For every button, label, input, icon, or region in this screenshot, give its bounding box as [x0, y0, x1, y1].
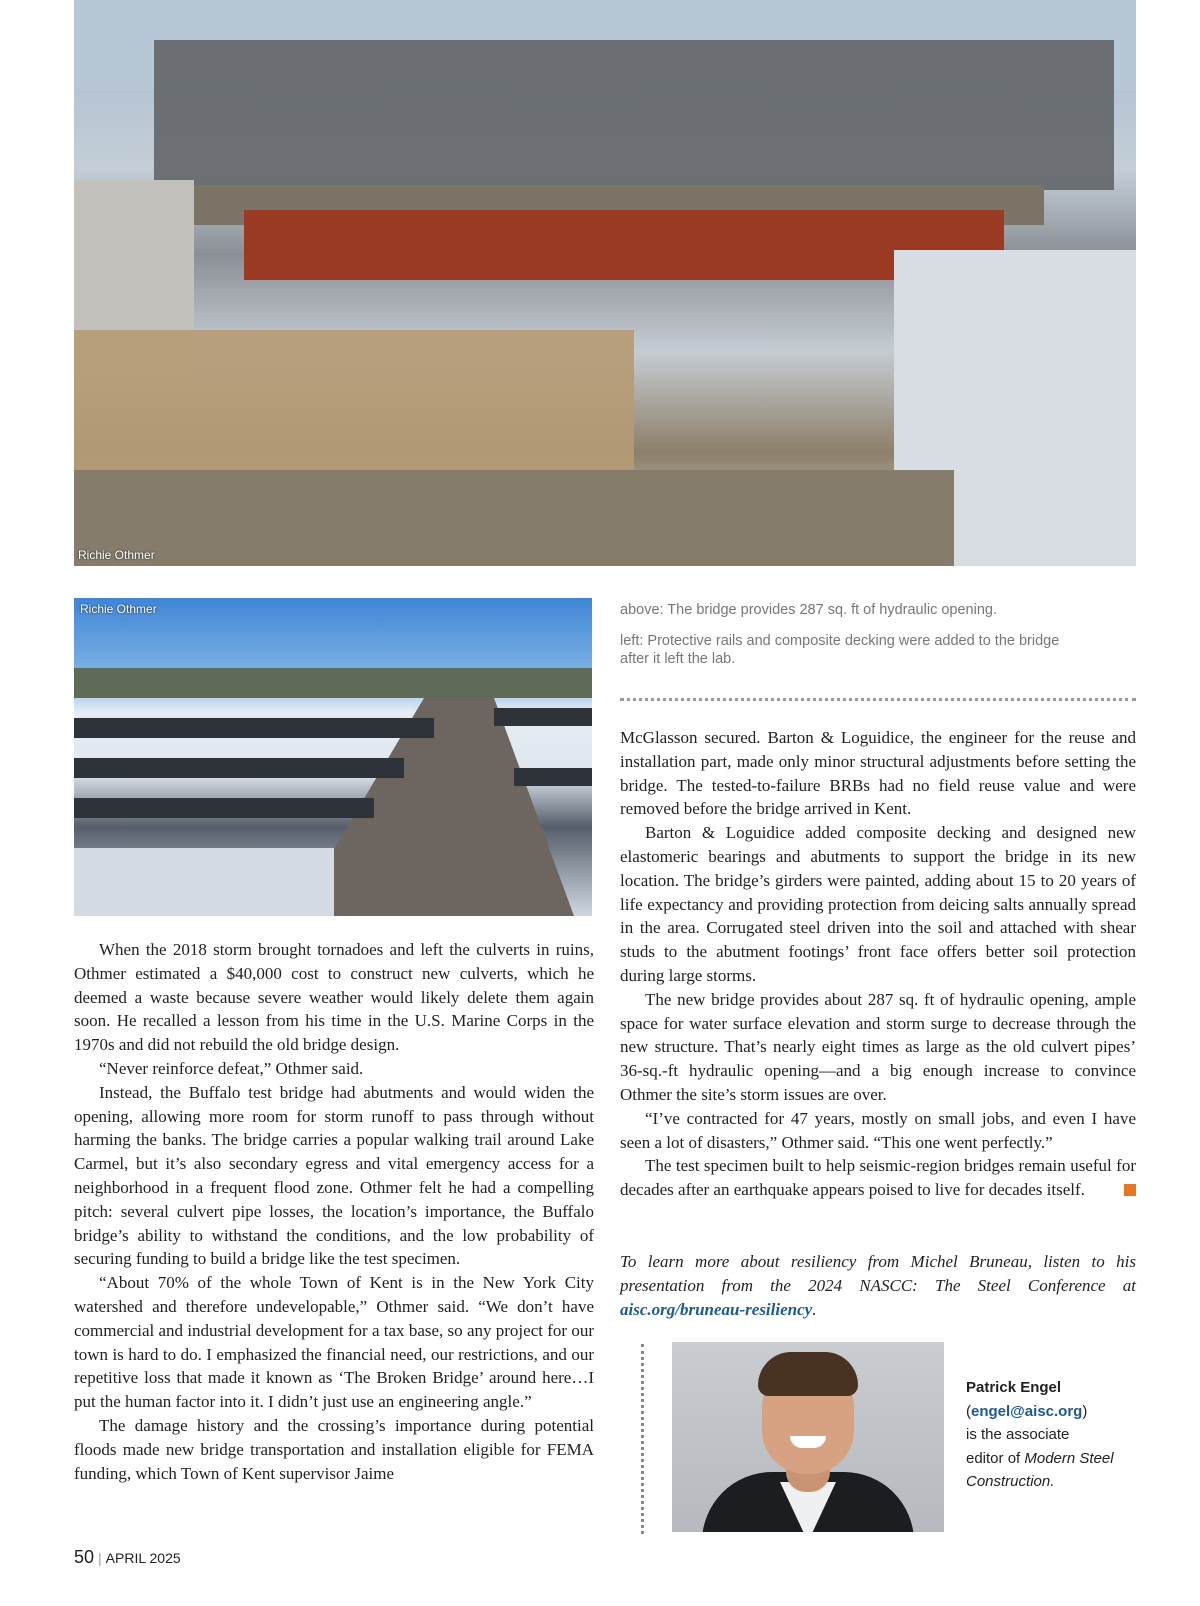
paragraph: The damage history and the crossing’s importance during potential floods made new bridge transportation and installation eligible for FEMA funding, which Town of Kent supervisor Jaime: [74, 1415, 594, 1483]
issue-date: APRIL 2025: [105, 1550, 181, 1566]
caption-divider: [620, 698, 1136, 701]
author-role-line: [966, 1447, 1136, 1494]
footer-separator: |: [98, 1550, 102, 1566]
paragraph: When the 2018 storm brought tornadoes and left the culverts in ruins, Othmer estimated a $40,000 cost to construct new culverts, which he deemed a waste because severe weather would likely delete them again soon. He recalled a lesson from his time in the U.S. Marine Corps in the 1970s and did not rebuild the old bridge design.: [74, 940, 594, 1055]
bridge-photo-top: [74, 0, 1136, 566]
bruneau-resiliency-link[interactable]: aisc.org/bruneau-resiliency: [620, 1300, 813, 1319]
walkway-illustration: [74, 598, 592, 916]
end-of-article-square-icon: [1124, 1184, 1136, 1196]
photo-credit: Richie Othmer: [80, 602, 157, 616]
portrait-hair: [758, 1352, 858, 1396]
article-left-column: [74, 938, 594, 1485]
learn-more-end: .: [812, 1300, 817, 1319]
paragraph: Barton & Loguidice added composite decking and designed new elastomeric bearings and abutments to support the bridge in its new location. The bridge’s girders were painted, adding about 15 to 20 years of life expectancy and providing protection from deicing salts annually spread in the area. Corrugated steel driven into the soil and attached with shear studs to the abutment footings’ front face offers better soil protection during large storms.: [620, 823, 1136, 985]
author-divider: [641, 1344, 644, 1534]
paren-open: (: [966, 1402, 971, 1420]
author-role-text: editor of: [966, 1449, 1025, 1467]
paragraph: McGlasson secured. Barton & Loguidice, the engineer for the reuse and installation part, made only minor structural adjustments before setting the bridge. The tested-to-failure BRBs had no field reuse value and were removed before the bridge arrived in Kent.: [620, 728, 1136, 819]
paragraph: “About 70% of the whole Town of Kent is in the New York City watershed and therefore undevelopable,” Othmer said. “We don’t have commercial and industrial development for a tax base, so any project for our town is hard to do. I emphasized the financial need, our restrictions, and our repetitive loss that made it known as ‘The Broken Bridge’ around here…I put the human factor into it. I didn’t just use an engineering angle.”: [74, 1273, 594, 1412]
paragraph: “I’ve contracted for 47 years, mostly on small jobs, and even I have seen a lot of disasters,” Othmer said. “This one went perfectly.”: [620, 1108, 1136, 1152]
article-right-column: [620, 726, 1136, 1202]
caption-left: left: Protective rails and composite decking were added to the bridge after it left the lab.: [620, 633, 1060, 667]
author-bio: [966, 1376, 1136, 1494]
walkway-photo: [74, 598, 592, 916]
paragraph: Instead, the Buffalo test bridge had abutments and would widen the opening, allowing more room for storm runoff to pass through without harming the banks. The bridge carries a popular walking trail around Lake Carmel, but it’s also secondary egress and vital emergency access for a neighborhood in a frequent flood zone. Othmer felt he had a compelling pitch: several culvert pipe losses, the location’s importance, the Buffalo bridge’s ability to withstand the conditions, and the low probability of securing funding to build a bridge like the test specimen.: [74, 1082, 594, 1269]
paragraph: The new bridge provides about 287 sq. ft of hydraulic opening, ample space for water surface elevation and storm surge to decrease through the new structure. That’s nearly eight times as large as the old culvert pipes’ 36-sq.-ft hydraulic opening—and a big enough increase to convince Othmer the site’s storm issues are over.: [620, 989, 1136, 1104]
page-number: 50: [74, 1547, 95, 1567]
learn-more-note: [620, 1250, 1136, 1322]
author-email-link[interactable]: engel@aisc.org: [971, 1402, 1083, 1420]
photo-credit: Richie Othmer: [78, 548, 155, 562]
author-role-line: is the associate: [966, 1426, 1070, 1443]
paragraph: “Never reinforce defeat,” Othmer said.: [99, 1058, 364, 1078]
paren-close: ): [1082, 1402, 1088, 1420]
paragraph: [620, 1154, 1136, 1202]
learn-more-text: To learn more about resiliency from Michel Bruneau, listen to his presentation from the 2024 NASCC: The Steel Conference at: [620, 1252, 1136, 1295]
author-portrait: [672, 1342, 944, 1532]
paragraph-text: The test specimen built to help seismic-region bridges remain useful for decades after an earthquake appears poised to live for decades itself.: [620, 1156, 1136, 1200]
publication-name: Modern Steel Construction.: [966, 1449, 1114, 1490]
bridge-illustration: [74, 0, 1136, 566]
page-footer: [74, 1547, 181, 1568]
author-name: Patrick Engel: [966, 1379, 1062, 1396]
caption-above: above: The bridge provides 287 sq. ft of hydraulic opening.: [620, 602, 997, 618]
author-email-line: [966, 1400, 1136, 1424]
